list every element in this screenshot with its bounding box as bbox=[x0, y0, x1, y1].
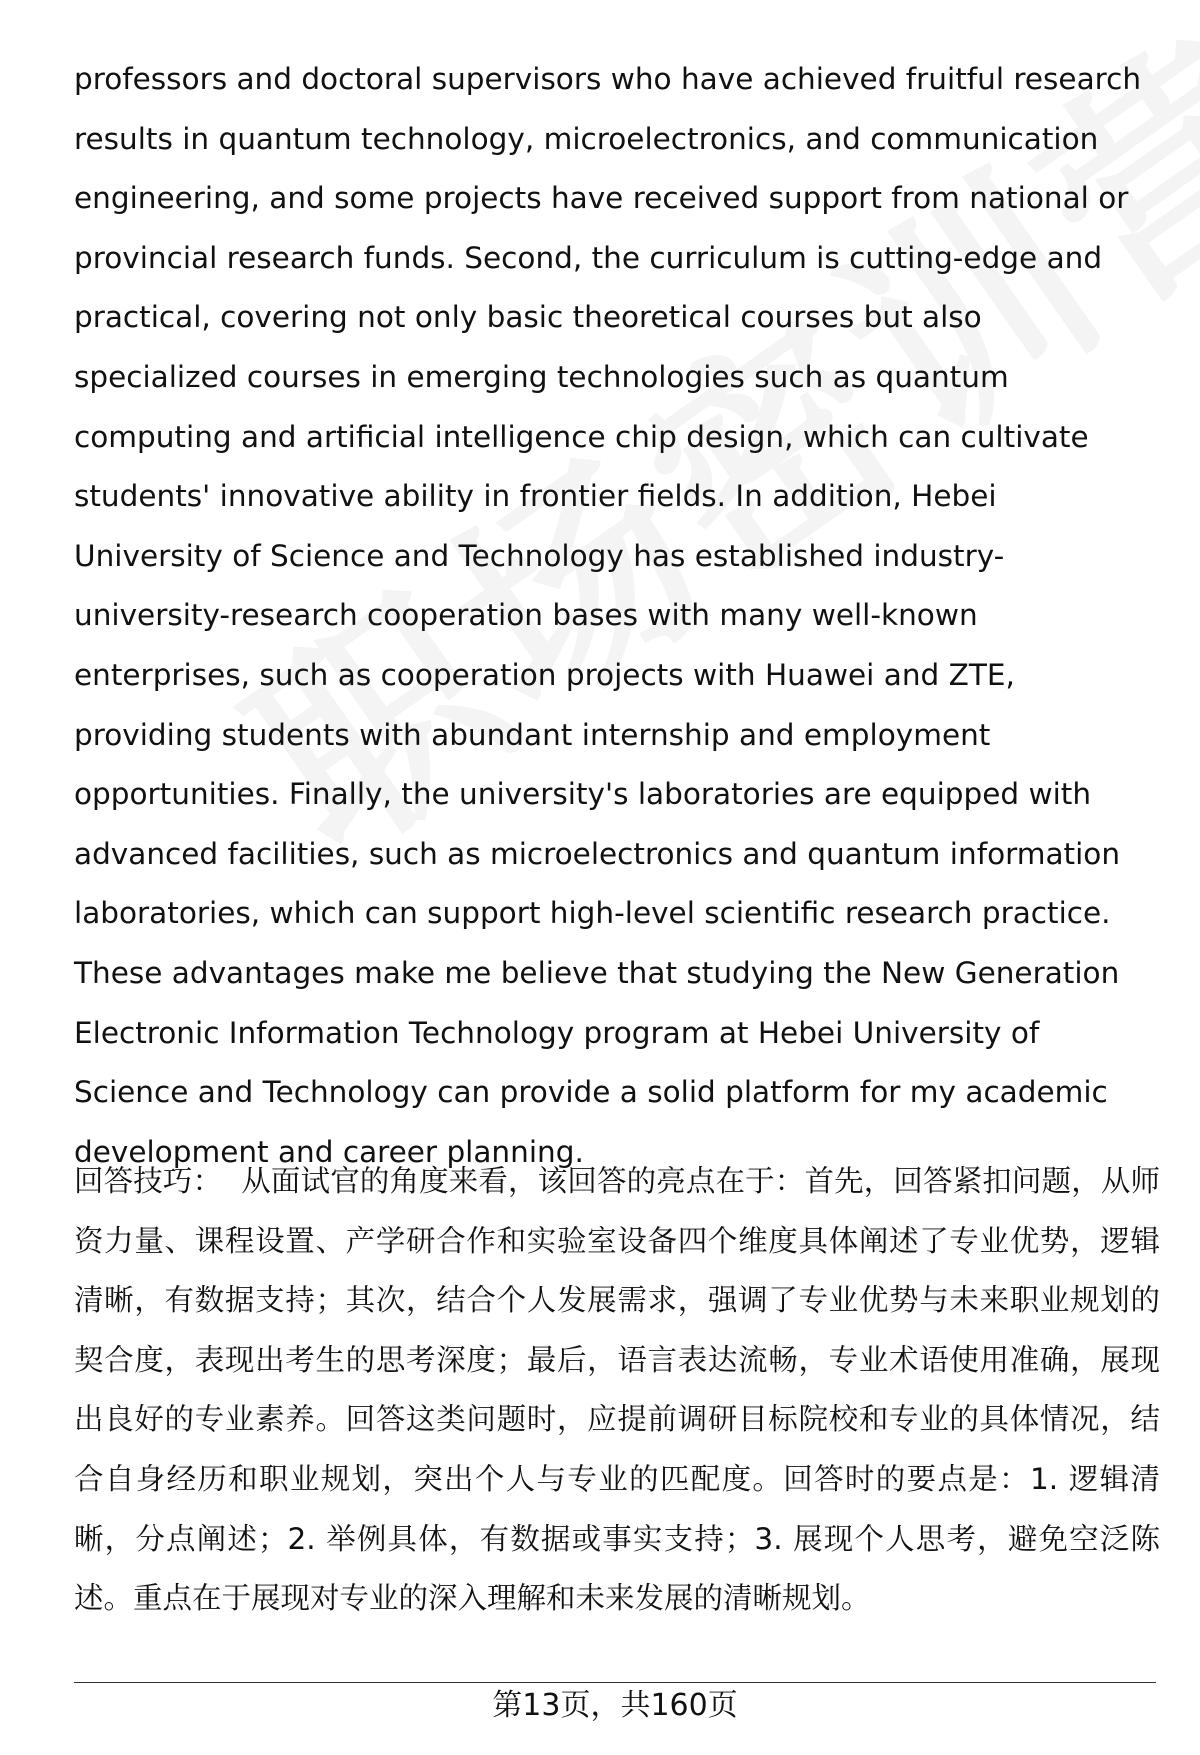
tips-paragraph bbox=[74, 1152, 1160, 1629]
footer-divider bbox=[74, 1682, 1156, 1683]
body-paragraph: professors and doctoral supervisors who have achieved fruitful research results in quantum technology, microelectronics, and communication engineering, and some projects have received support from national or provincial research funds. Second, the curriculum is cutting-edge and practical, covering not only basic theoretical courses but also specialized courses in emerging technologies such as quantum computing and artificial intelligence chip design, which can cultivate students' innovative ability in frontier fields. In addition, Hebei University of Science and Technology has established industry-university-research cooperation bases with many well-known enterprises, such as cooperation projects with Huawei and ZTE, providing students with abundant internship and employment opportunities. Finally, the university's laboratories are equipped with advanced facilities, such as microelectronics and quantum information laboratories, which can support high-level scientific research practice. These advantages make me believe that studying the New Generation Electronic Information Technology program at Hebei University of Science and Technology can provide a solid platform for my academic development and career planning. bbox=[74, 62, 1142, 1169]
tips-text: 从面试官的角度来看，该回答的亮点在于：首先，回答紧扣问题，从师资力量、课程设置、产学研合作和实验室设备四个维度具体阐述了专业优势，逻辑清晰，有数据支持；其次，结合个人发展需求，强调了专业优势与未来职业规划的契合度，表现出考生的思考深度；最后，语言表达流畅，专业术语使用准确，展现出良好的专业素养。回答这类问题时，应提前调研目标院校和专业的具体情况，结合自身经历和职业规划，突出个人与专业的匹配度。回答时的要点是：1. 逻辑清晰，分点阐述；2. 举例具体，有数据或事实支持；3. 展现个人思考，避免空泛陈述。重点在于展现对专业的深入理解和未来发展的清晰规划。 bbox=[74, 1164, 1160, 1616]
tips-label: 回答技巧： bbox=[74, 1164, 223, 1198]
page-number: 第13页，共160页 bbox=[492, 1688, 738, 1723]
